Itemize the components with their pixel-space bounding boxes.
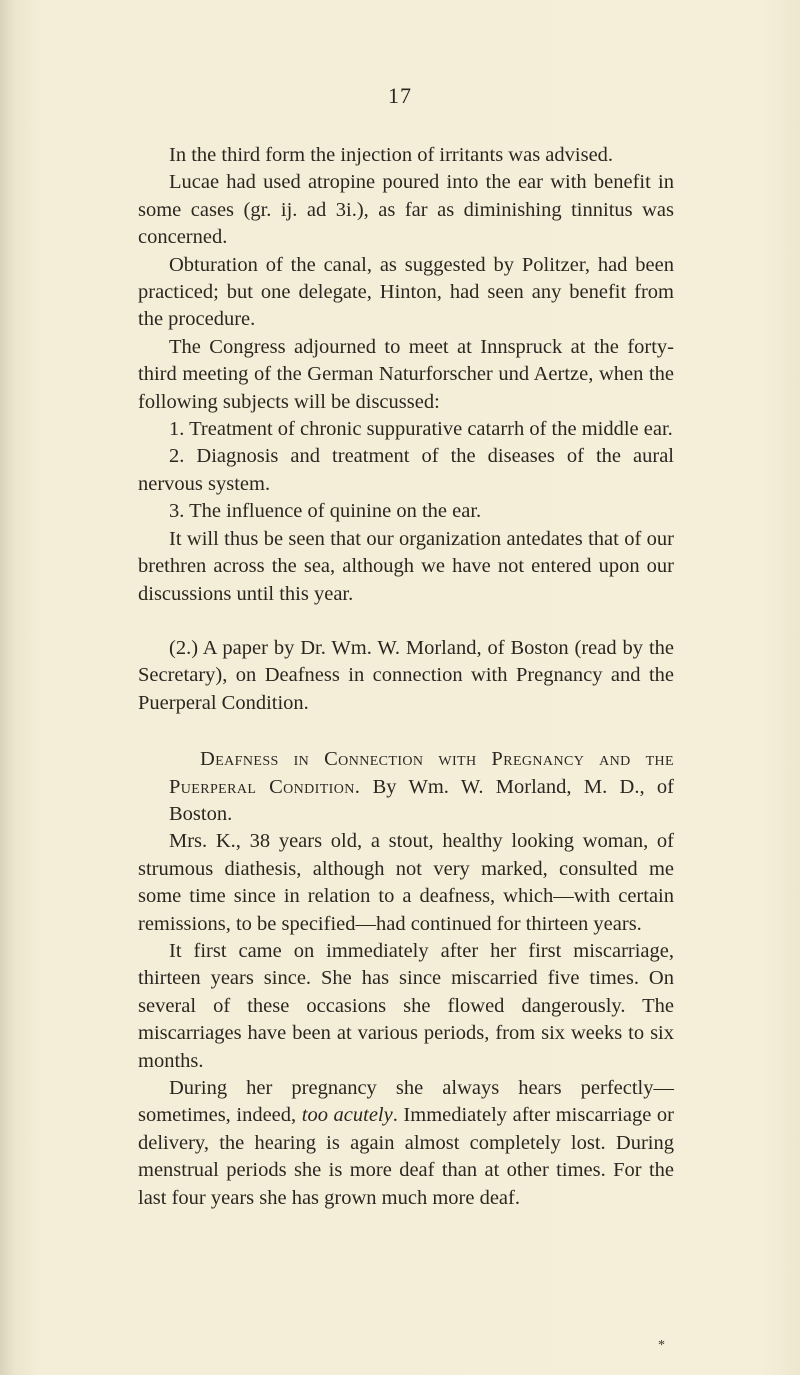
page-text (138, 142, 674, 1212)
paragraph-organization: It will thus be seen that our organization antedates that of our brethren across the sea, although we have not entered upon our discussions until this year. (138, 527, 674, 605)
paragraph-injection: In the third form the injection of irritants was advised. (169, 144, 614, 166)
paragraph-obturation: Obturation of the canal, as suggested by Politzer, had been practiced; but one delegate, Hinton, had seen any benefit from the procedure. (138, 253, 674, 331)
pregnancy-text-a: During her pregnancy she always hears perfectly—sometimes, indeed, (138, 1077, 674, 1127)
list-item-1: 1. Treatment of chronic suppurative catarrh of the middle ear. (169, 418, 673, 441)
page-number: 17 (388, 83, 412, 108)
article-title: Deafness in Connection with Pregnancy and the Puerperal Condition. (169, 748, 674, 798)
spacer (138, 608, 674, 635)
list-item-2: 2. Diagnosis and treatment of the diseases of the aural nervous system. (138, 445, 674, 495)
list-item-3: 3. The influence of quinine on the ear. (169, 500, 482, 523)
pregnancy-emphasis: too acutely (301, 1104, 393, 1127)
pregnancy-text-b: . Immediately after miscarriage or delivery, the hearing is again almost completely lost. During menstrual periods she is more deaf than at other times. For the last four years she has grown much more deaf. (138, 1104, 674, 1209)
paragraph-onset: It first came on immediately after her first miscarriage, thirteen years since. She has since miscarried five times. On several of these occasions she flowed dangerously. The miscarriages have been at various periods, from six weeks to six months. (138, 939, 674, 1072)
paragraph-paper-intro: (2.) A paper by Dr. Wm. W. Morland, of Boston (read by the Secretary), on Deafness in connection with Pregnancy and the Puerperal Condition. (138, 636, 674, 714)
paragraph-congress: The Congress adjourned to meet at Innspruck at the forty-third meeting of the German Naturforscher und Aertze, when the following subjects will be discussed: (138, 335, 674, 413)
paragraph-pregnancy (138, 1075, 674, 1212)
signature-mark: * (658, 1338, 665, 1353)
paragraph-case: Mrs. K., 38 years old, a stout, healthy looking woman, of strumous diathesis, although not very marked, consulted me some time since in relation to a deafness, which—with certain remissions, to be specified—had continued for thirteen years. (138, 830, 674, 935)
article-byline: By Wm. W. Morland, M. D., of Boston. (169, 775, 674, 825)
paragraph-lucae: Lucae had used atropine poured into the ear with benefit in some cases (gr. ij. ad 3i.), as far as diminishing tinnitus was concerned. (138, 171, 674, 249)
spacer (138, 717, 674, 746)
article-heading (138, 746, 674, 828)
